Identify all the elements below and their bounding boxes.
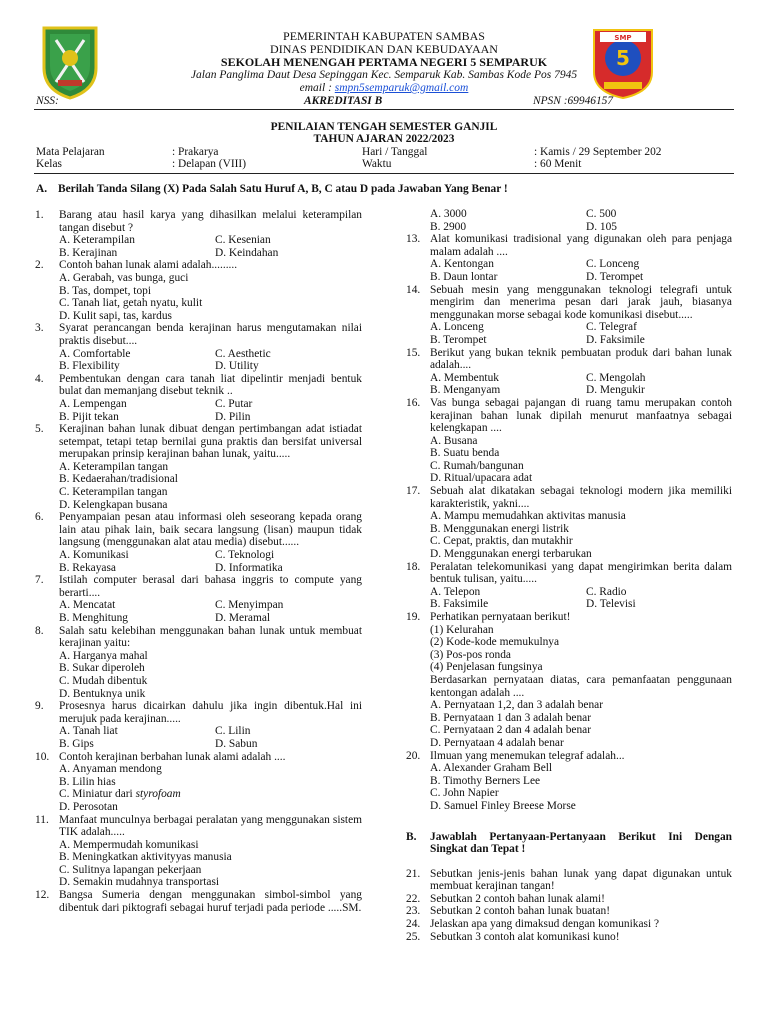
answer-option[interactable]: C. Miniatur dari styrofoam [59,788,181,801]
answer-option[interactable]: B. Timothy Berners Lee [430,774,541,787]
question-text: Ilmuan yang menemukan telegraf adalah... [430,749,625,762]
question-number: 10. [35,750,50,763]
question-number: 4. [35,372,44,385]
question-text: Kerajinan bahan lunak dibuat dengan pertimbangan adat istiadat setempat, tetapi tetap bernilai guna praktis dan bersifat universal merupakan prinsip kerajinan bahan lunak, yaitu..... [59,423,362,461]
answer-option[interactable]: D. Terompet [586,270,644,283]
question-text: Salah satu kelebihan menggunakan bahan lunak untuk membuat kerajinan yaitu: [59,624,362,650]
answer-options [59,234,362,259]
question-item [35,751,362,814]
question-text: Istilah computer berasal dari bahasa inggris to compute yang berarti.... [59,574,362,599]
answer-option[interactable]: A. Gerabah, vas bunga, guci [59,271,189,284]
question-text: Prosesnya harus dicairkan dahulu jika ingin dibentuk.Hal ini merujuk pada kerajinan..... [59,700,362,725]
answer-option[interactable]: B. Kerajinan [59,246,118,259]
answer-option[interactable]: C. Menyimpan [215,599,284,612]
question-number: 1. [35,209,44,221]
question-item [406,347,732,397]
answer-option[interactable]: C. Aesthetic [215,347,271,360]
answer-option[interactable]: C. Kesenian [215,234,271,247]
answer-option[interactable]: (1) Kelurahan [430,623,494,636]
question-item [406,561,732,611]
answer-option[interactable]: D. Keindahan [215,246,279,259]
answer-option[interactable]: C. Lilin [215,725,251,738]
question-number: 20. [406,749,421,762]
answer-option[interactable]: A. Mempermudah komunikasi [59,838,199,851]
email-line [0,82,768,95]
question-item [406,233,732,283]
answer-option[interactable]: B. 2900 [430,220,467,233]
answer-option[interactable]: C. Rumah/bangunan [430,459,524,472]
question-text: Contoh kerajinan berbahan lunak alami adalah .... [59,750,286,763]
answer-options [59,398,362,423]
answer-option[interactable]: C. Mengolah [586,371,646,384]
essay-question [406,931,732,944]
answer-option[interactable]: A. Keterampilan tangan [59,460,169,473]
answer-option[interactable]: C. Radio [586,585,627,598]
question-text: Sebutkan 3 contoh alat komunikasi kuno! [430,930,620,943]
answer-option[interactable]: D. Kelengkapan busana [59,498,168,511]
email-link[interactable]: smpn5semparuk@gmail.com [334,82,469,94]
question-text: Sebuah mesin yang menggunakan teknologi telegrafi untuk mengirim dan menerima pesan dari jarak jauh, biasanya menggunakan morse sebagai kode komunikasi disebut..... [430,283,732,321]
answer-options [59,650,362,700]
answer-option[interactable]: (4) Penjelasan fungsinya [430,661,543,674]
question-item [35,625,362,701]
answer-option[interactable]: A. Busana [430,434,478,447]
answer-option[interactable]: D. Menggunakan energi terbarukan [430,548,592,561]
answer-option[interactable]: D. Meramal [215,612,271,624]
question-number: 19. [406,611,421,623]
answer-options [430,208,732,233]
answer-options [59,348,362,373]
question-text: Sebutkan 2 contoh bahan lunak alami! [430,892,605,905]
answer-option[interactable]: B. Daun lontar [430,270,498,283]
answer-option[interactable]: C. Pernyataan 2 dan 4 adalah benar [430,724,591,737]
answer-option[interactable]: C. Teknologi [215,549,275,562]
question-number: 16. [406,396,421,409]
class-value: : Delapan (VIII) [172,158,247,170]
question-text: Jelaskan apa yang dimaksud dengan komunikasi ? [430,918,660,931]
answer-option[interactable]: B. Pijit tekan [59,410,119,423]
answer-options [430,321,732,346]
question-number: 25. [406,930,421,943]
answer-option[interactable]: B. Gips [59,737,94,750]
question-number: 6. [35,511,44,524]
question-number: 15. [406,346,421,359]
question-extra-text: Berdasarkan pernyataan diatas, cara pemanfaatan penggunaan kentongan adalah .... [430,673,732,699]
question-text: Sebutkan 2 contoh bahan lunak buatan! [430,905,610,918]
spacer [406,856,732,868]
answer-option[interactable]: A. Alexander Graham Bell [430,762,553,775]
question-text: Pembentukan dengan cara tanah liat dipelintir menjadi bentuk bulat dan memanjang disebut teknik .. [59,372,362,398]
answer-option[interactable]: B. Terompet [430,333,487,346]
answer-option[interactable]: A. Membentuk [430,371,499,384]
answer-option[interactable]: D. Sabun [215,737,258,750]
question-item [406,397,732,485]
answer-options [430,258,732,283]
answer-option[interactable]: C. Putar [215,397,253,410]
answer-option[interactable]: C. Telegraf [586,321,637,334]
answer-option[interactable]: B. Meningkatkan aktivityyas manusia [59,851,232,864]
answer-options [59,839,362,889]
question-text: Sebuah alat dikatakan sebagai teknologi modern jika memiliki karakteristik, yakni.... [430,485,732,510]
class-label: Kelas [36,158,62,170]
answer-options [430,586,732,611]
subject-value: : Prakarya [172,146,219,158]
answer-option[interactable]: C. Mudah dibentuk [59,674,148,687]
answer-option[interactable]: D. Televisi [586,598,636,611]
question-item [35,373,362,423]
section-b-header [406,831,732,856]
question-item [35,423,362,511]
question-text: Berikut yang bukan teknik pembuatan produk dari bahan lunak adalah.... [430,346,732,372]
section-b-letter: B. [406,830,417,843]
answer-option[interactable]: D. Faksimile [586,333,645,346]
answer-option[interactable]: A. Kentongan [430,258,494,271]
left-question-column [35,209,362,914]
question-item [406,208,732,233]
akreditasi: AKREDITASI B [304,95,383,107]
question-number: 21. [406,867,421,880]
answer-option[interactable]: B. Menganyam [430,384,501,397]
right-question-column [406,208,732,943]
answer-option[interactable]: C. Sulitnya lapangan pekerjaan [59,863,202,876]
question-text: Peralatan telekomunikasi yang dapat mengirimkan berita dalam bentuk tulisan, yaitu..... [430,560,732,586]
answer-option[interactable]: (2) Kode-kode memukulnya [430,636,560,649]
exam-year: TAHUN AJARAN 2022/2023 [313,133,455,145]
question-number: 7. [35,574,44,587]
question-text: Contoh bahan lunak alami adalah......... [59,259,238,272]
essay-question [406,893,732,906]
answer-options [59,549,362,574]
essay-question [406,905,732,918]
answer-option[interactable]: D. Informatika [215,561,283,574]
question-text: Bangsa Sumeria dengan menggunakan simbol-simbol yang dibentuk dari piktografi sebagai huruf terjadi pada periode .....SM. [59,889,362,914]
answer-options [59,763,362,813]
answer-option[interactable]: A. Anyaman mendong [59,763,162,776]
dept-name: DINAS PENDIDIKAN DAN KEBUDAYAAN [270,42,498,56]
answer-option[interactable]: B. Kedaerahan/tradisional [59,473,178,486]
question-text: Syarat perancangan benda kerajinan harus mengutamakan nilai praktis disebut.... [59,322,362,347]
question-item [35,259,362,322]
question-number: 2. [35,259,44,272]
answer-option[interactable]: B. Tas, dompet, topi [59,284,152,297]
question-item [35,574,362,624]
answer-options [430,624,732,674]
answer-option[interactable]: D. Pilin [215,410,251,423]
answer-option[interactable]: D. Utility [215,360,259,373]
question-item [35,700,362,750]
answer-options [59,461,362,511]
svg-text:SMP: SMP [614,34,632,42]
question-item [35,889,362,914]
question-number: 8. [35,624,44,637]
answer-option[interactable]: A. Komunikasi [59,549,129,562]
answer-option[interactable]: A. Keterampilan [59,234,135,247]
answer-option[interactable]: D. 105 [586,220,618,233]
answer-option[interactable]: B. Lilin hias [59,775,116,788]
answer-option[interactable]: B. Flexibility [59,360,120,373]
section-a-title: Berilah Tanda Silang (X) Pada Salah Satu Huruf A, B, C atau D pada Jawaban Yang Benar ! [58,183,508,195]
question-text: Vas bunga sebagai pajangan di ruang tamu merupakan contoh kerajinan bahan lunak dipilah menurut manfaatnya sebagai kelengkapan .... [430,396,732,435]
exam-title: PENILAIAN TENGAH SEMESTER GANJIL [270,121,498,133]
italic-term: styrofoam [135,788,181,801]
answer-option[interactable]: A. 3000 [430,208,467,220]
answer-option[interactable]: B. Menghitung [59,612,128,624]
answer-option[interactable]: (3) Pos-pos ronda [430,648,511,661]
question-text: Perhatikan pernyataan berikut! [430,611,571,623]
question-number: 18. [406,560,421,573]
day-label: Hari / Tanggal [362,146,428,158]
question-number: 23. [406,905,421,918]
answer-option[interactable]: A. Lonceng [430,321,484,334]
question-number: 11. [35,813,49,826]
answer-option[interactable]: D. Bentuknya unik [59,687,146,700]
gov-name: PEMERINTAH KABUPATEN SAMBAS [283,29,485,43]
answer-option[interactable]: D. Ritual/upacara adat [430,472,533,485]
answer-option[interactable]: D. Semakin mudahnya transportasi [59,876,220,889]
day-value: : Kamis / 29 September 202 [534,146,662,158]
answer-option[interactable]: B. Pernyataan 1 dan 3 adalah benar [430,711,591,724]
question-text: Sebutkan jenis-jenis bahan lunak yang dapat digunakan untuk membuat kerajinan tangan! [430,867,732,893]
question-item [406,750,732,813]
question-item [35,814,362,890]
answer-option[interactable]: C. Cepat, praktis, dan mutakhir [430,535,573,548]
answer-option[interactable]: A. Lempengan [59,397,127,410]
question-text: Alat komunikasi tradisional yang digunakan oleh para penjaga malam adalah .... [430,233,732,258]
subject-label: Mata Pelajaran [36,146,105,158]
question-item [406,611,732,750]
essay-question [406,868,732,893]
answer-options [430,762,732,812]
question-text: Barang atau hasil karya yang dihasilkan melalui keterampilan tangan disebut ? [59,209,362,234]
answer-option[interactable]: C. Lonceng [586,258,640,271]
essay-question [406,918,732,931]
question-number: 12. [35,889,50,902]
question-text: Penyampaian pesan atau informasi oleh seseorang kepada orang lain atau pihak lain, baik secara langsung (lisan) maupun tidak langsung (menggunakan alat atau media) disebut...... [59,511,362,549]
answer-options [430,372,732,397]
section-b-title: Jawablah Pertanyaan-Pertanyaan Berikut Ini Dengan Singkat dan Tepat ! [430,830,732,856]
question-number: 3. [35,322,44,335]
header-rule [34,109,734,110]
question-number: 17. [406,485,421,498]
question-text: Manfaat munculnya berbagai peralatan yang menggunakan sistem TIK adalah..... [59,813,362,839]
question-number: 22. [406,892,421,905]
answer-option[interactable]: D. Mengukir [586,384,645,397]
question-number: 9. [35,700,44,713]
answer-option[interactable]: C. 500 [586,208,617,220]
answer-option[interactable]: B. Faksimile [430,598,489,611]
npsn: NPSN :69946157 [533,95,614,107]
question-item [35,511,362,574]
answer-options [430,435,732,485]
answer-option[interactable]: D. Samuel Finley Breese Morse [430,799,576,812]
answer-option[interactable]: A. Mampu memudahkan aktivitas manusia [430,510,626,523]
answer-option[interactable]: A. Harganya mahal [59,649,148,662]
answer-option[interactable]: D. Pernyataan 4 adalah benar [430,736,564,749]
answer-option[interactable]: D. Kulit sapi, tas, kardus [59,309,172,322]
svg-text:5: 5 [616,46,630,70]
question-item [35,209,362,259]
meta-rule [34,173,734,174]
answer-options [430,510,732,560]
time-label: Waktu [362,158,392,170]
nss-label: NSS: [36,95,59,107]
answer-option[interactable]: B. Rekayasa [59,561,116,574]
answer-option[interactable]: B. Sukar diperoleh [59,662,145,675]
answer-option[interactable]: C. Keterampilan tangan [59,486,168,499]
answer-option[interactable]: A. Pernyataan 1,2, dan 3 adalah benar [430,699,604,712]
question-item [406,284,732,347]
school-address: Jalan Panglima Daut Desa Sepinggan Kec. Semparuk Kab. Sambas Kode Pos 7945 [190,69,578,81]
section-a-letter: A. [36,183,48,195]
answer-option[interactable]: C. Tanah liat, getah nyatu, kulit [59,297,203,310]
answer-option[interactable]: A. Telepon [430,585,481,598]
question-number: 5. [35,423,44,436]
answer-option[interactable]: B. Suatu benda [430,447,500,460]
question-item [35,322,362,372]
answer-option[interactable]: C. John Napier [430,787,499,800]
answer-options [430,699,732,749]
question-number: 24. [406,918,421,931]
answer-option[interactable]: A. Mencatat [59,599,116,612]
question-item [406,485,732,561]
school-name: SEKOLAH MENENGAH PERTAMA NEGERI 5 SEMPARUK [220,55,548,69]
answer-option[interactable]: A. Tanah liat [59,725,118,738]
email-label: email : [299,82,332,94]
answer-option[interactable]: D. Perosotan [59,800,118,813]
question-number: 14. [406,283,421,296]
question-number: 13. [406,233,421,246]
time-value: : 60 Menit [534,158,582,170]
answer-options [59,599,362,624]
answer-options [59,725,362,750]
answer-options [59,272,362,322]
answer-option[interactable]: B. Menggunakan energi listrik [430,522,569,535]
answer-option[interactable]: A. Comfortable [59,347,131,360]
